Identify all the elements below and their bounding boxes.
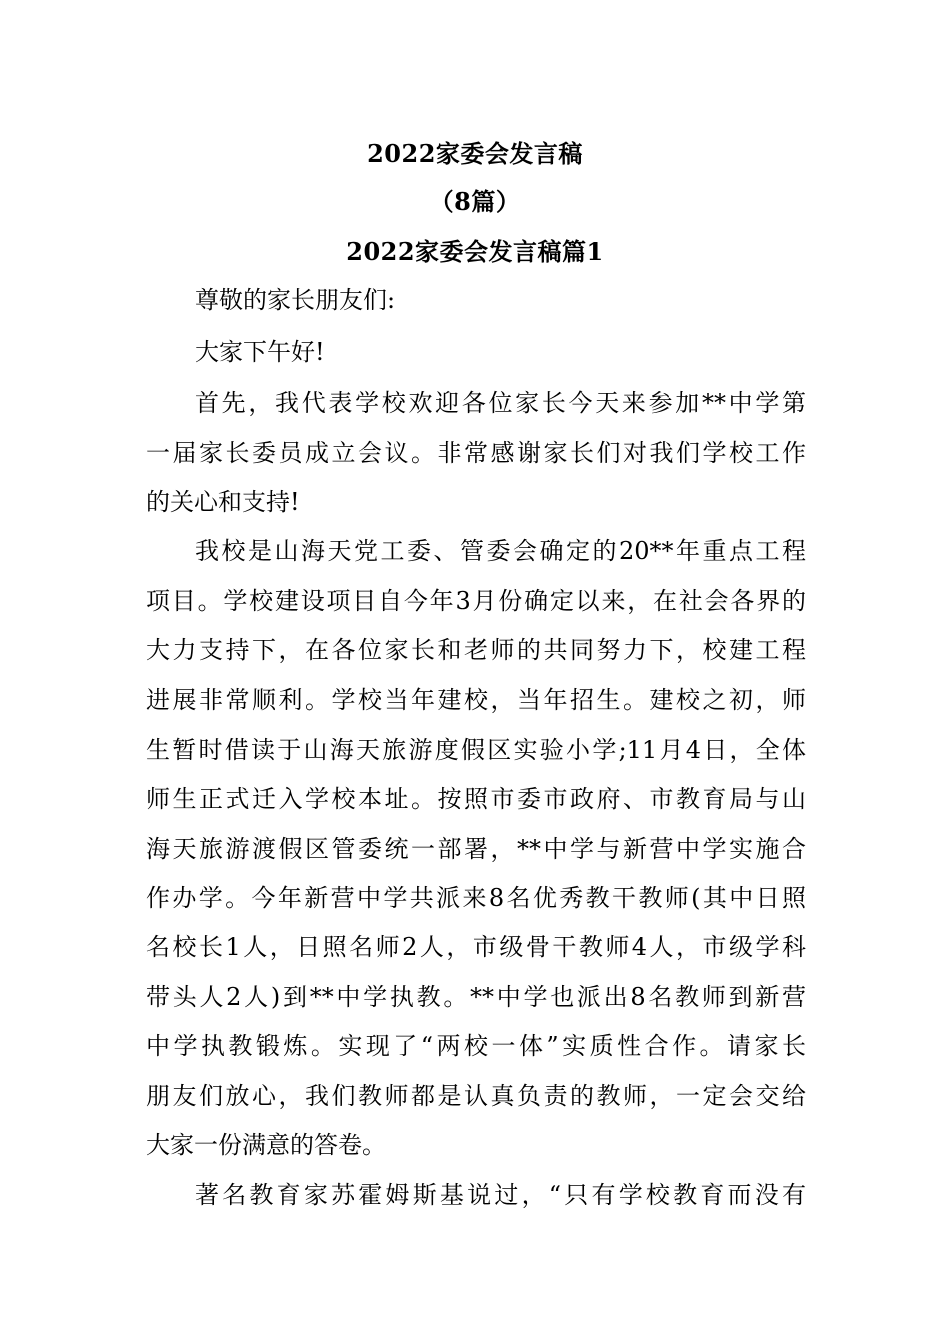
body-text-line: 项目。学校建设项目自今年3月份确定以来，在社会各界的 xyxy=(146,587,806,615)
document-subtitle: （8篇） xyxy=(429,187,521,216)
document-title: 2022家委会发言稿 xyxy=(367,139,583,168)
body-text-line: 师生正式迁入学校本址。按照市委市政府、市教育局与山 xyxy=(146,785,806,813)
body-text-line: 的关心和支持! xyxy=(146,488,300,516)
body-text-line: 生暂时借读于山海天旅游度假区实验小学;11月4日，全体 xyxy=(146,736,806,764)
body-text-line: 作办学。今年新营中学共派来8名优秀教干教师(其中日照 xyxy=(146,884,806,912)
salutation-line: 尊敬的家长朋友们: xyxy=(195,286,396,314)
body-text-line: 海天旅游渡假区管委统一部署，**中学与新营中学实施合 xyxy=(146,835,806,863)
body-text-line: 进展非常顺利。学校当年建校，当年招生。建校之初，师 xyxy=(146,686,806,714)
body-text-line: 中学执教锻炼。实现了“两校一体”实质性合作。请家长 xyxy=(146,1032,806,1060)
body-text-line: 著名教育家苏霍姆斯基说过，“只有学校教育而没有 xyxy=(195,1181,806,1209)
section-title: 2022家委会发言稿篇1 xyxy=(346,237,604,266)
body-text-line: 大力支持下，在各位家长和老师的共同努力下，校建工程 xyxy=(146,636,806,664)
body-text-line: 大家一份满意的答卷。 xyxy=(146,1131,386,1159)
body-text-line: 名校长1人，日照名师2人，市级骨干教师4人，市级学科 xyxy=(146,933,806,961)
body-text-line: 我校是山海天党工委、管委会确定的20**年重点工程 xyxy=(195,537,806,565)
body-text-line: 一届家长委员成立会议。非常感谢家长们对我们学校工作 xyxy=(146,439,806,467)
body-text-line: 朋友们放心，我们教师都是认真负责的教师，一定会交给 xyxy=(146,1082,806,1110)
body-text-line: 首先，我代表学校欢迎各位家长今天来参加**中学第 xyxy=(195,389,806,417)
greeting-line: 大家下午好! xyxy=(195,338,325,366)
body-text-line: 带头人2人)到**中学执教。**中学也派出8名教师到新营 xyxy=(146,983,806,1011)
